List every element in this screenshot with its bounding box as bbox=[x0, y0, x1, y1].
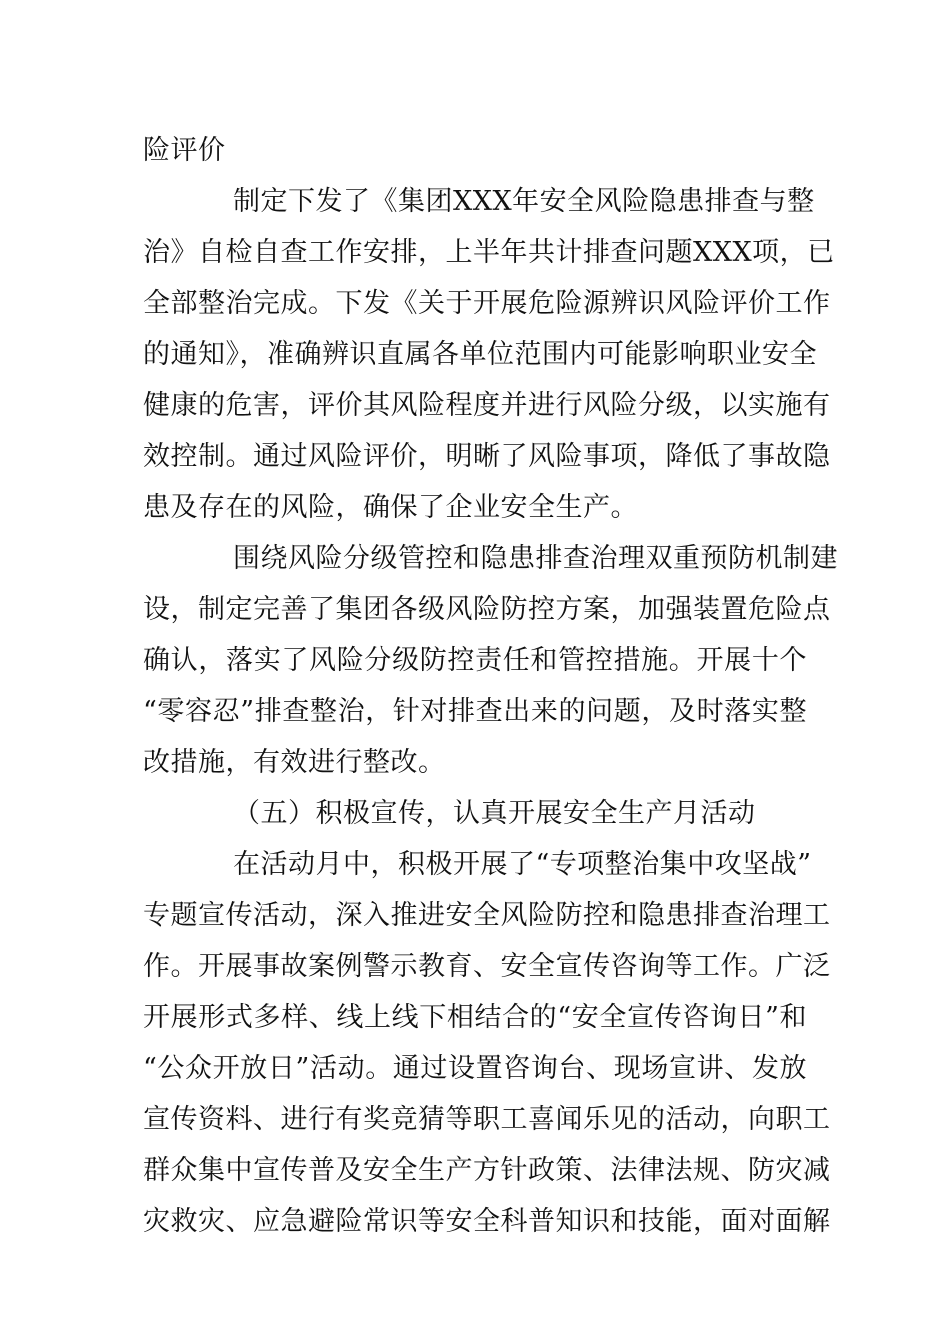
text-line-13: 改措施，有效进行整改。 bbox=[143, 747, 446, 778]
text-line-5: 的通知》，准确辨识直属各单位范围内可能影响职业安全 bbox=[143, 339, 817, 370]
text-line-10: 设，制定完善了集团各级风险防控方案，加强装置危险点 bbox=[143, 594, 831, 625]
text-line-22: 灾救灾、应急避险常识等安全科普知识和技能，面对面解 bbox=[143, 1206, 831, 1237]
text-line-6: 健康的危害，评价其风险程度并进行风险分级，以实施有 bbox=[143, 390, 831, 421]
text-line-7: 效控制。通过风险评价，明晰了风险事项，降低了事故隐 bbox=[143, 441, 831, 472]
text-line-9: 围绕风险分级管控和隐患排查治理双重预防机制建 bbox=[233, 543, 838, 574]
text-line-8: 患及存在的风险，确保了企业安全生产。 bbox=[143, 492, 638, 523]
text-line-2: 制定下发了《集团XXX年安全风险隐患排查与整 bbox=[233, 186, 815, 217]
text-line-3: 治》自检自查工作安排，上半年共计排查问题XXX项，已 bbox=[143, 237, 835, 268]
text-line-17: 作。开展事故案例警示教育、安全宣传咨询等工作。广泛 bbox=[143, 951, 831, 982]
text-line-18: 开展形式多样、线上线下相结合的“安全宣传咨询日”和 bbox=[143, 1002, 807, 1033]
text-line-20: 宣传资料、进行有奖竞猜等职工喜闻乐见的活动，向职工 bbox=[143, 1104, 831, 1135]
text-line-19: “公众开放日”活动。通过设置咨询台、现场宣讲、发放 bbox=[143, 1053, 807, 1084]
text-line-4: 全部整治完成。下发《关于开展危险源辨识风险评价工作 bbox=[143, 288, 831, 319]
text-line-1: 险评价 bbox=[143, 135, 226, 166]
text-line-11: 确认，落实了风险分级防控责任和管控措施。开展十个 bbox=[143, 645, 807, 676]
text-line-21: 群众集中宣传普及安全生产方针政策、法律法规、防灾减 bbox=[143, 1155, 831, 1186]
text-line-15: 在活动月中，积极开展了“专项整治集中攻坚战” bbox=[233, 849, 812, 880]
section-heading: （五）积极宣传，认真开展安全生产月活动 bbox=[233, 798, 756, 829]
text-line-12: “零容忍”排查整治，针对排查出来的问题，及时落实整 bbox=[143, 696, 807, 727]
text-line-16: 专题宣传活动，深入推进安全风险防控和隐患排查治理工 bbox=[143, 900, 831, 931]
